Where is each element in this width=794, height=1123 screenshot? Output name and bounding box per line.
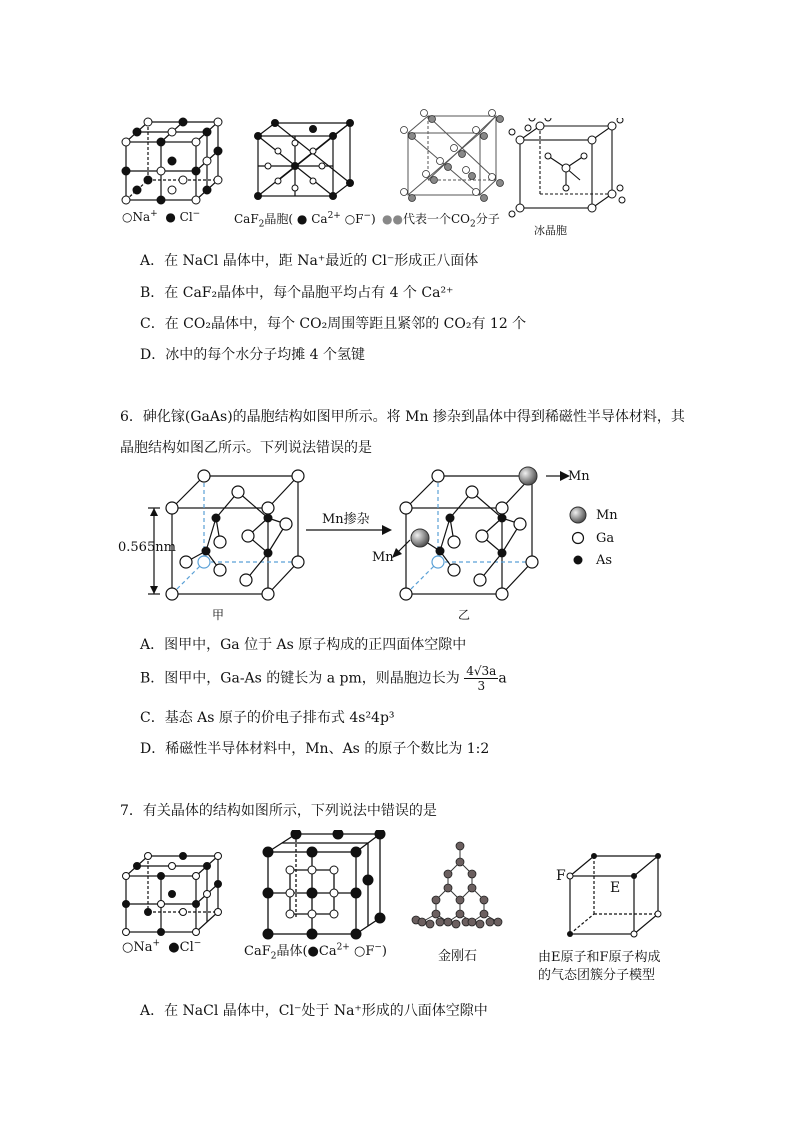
- open-circle-icon: ○: [344, 212, 356, 226]
- open-circle-icon: ○: [122, 210, 133, 224]
- q5-ice-caption: 冰晶胞: [534, 224, 567, 237]
- filled-circle-icon: ●: [168, 940, 180, 955]
- cluster-label-f: F: [556, 868, 566, 884]
- filled-circle-icon: ●: [165, 210, 176, 224]
- mn-left-label: Mn: [372, 550, 394, 565]
- q7-cluster-caption-line1: 由E原子和F原子构成: [538, 950, 661, 965]
- q6-option-c: C．基态 As 原子的价电子排布式 4s²4p³: [140, 710, 395, 726]
- legend-as: As: [596, 553, 613, 568]
- q7-diamond-caption: 金刚石: [438, 949, 478, 964]
- q5-caf2-caption: CaF$_2$晶胞( ● $Ca^{2+}$ ○F−): [234, 211, 376, 230]
- caf2-cell-figure: [250, 118, 360, 203]
- q6-option-b: B．图甲中，Ga-As 的键长为 a pm，则晶胞边长为 $\frac{4√3a}{3}$ a: [140, 664, 507, 693]
- q5-co2-caption: ●●代表一个$CO_2$分子: [382, 212, 500, 230]
- diamond-figure: [408, 840, 508, 935]
- q6-option-a: A．图甲中，Ga 位于 As 原子构成的正四面体空隙中: [140, 637, 467, 653]
- mn-doping-label: Mn掺杂: [322, 512, 370, 527]
- q5-nacl-caption: ○Na+ ● Cl−: [122, 209, 201, 224]
- nacl-cell-figure: [118, 112, 228, 212]
- q6-stem-line1: 6．砷化镓(GaAs)的晶胞结构如图甲所示。将 Mn 掺杂到晶体中得到稀磁性半导体材料，其: [120, 409, 685, 425]
- cluster-label-e: E: [610, 880, 621, 896]
- q5-option-d: D．冰中的每个水分子均摊 4 个氢键: [140, 347, 366, 363]
- q6-edge-length-label: 0.565nm: [118, 540, 176, 555]
- filled-circle-icon: ●: [296, 212, 308, 226]
- open-circle-icon: ○: [122, 940, 134, 955]
- mn-top-label: Mn: [568, 469, 590, 484]
- legend-ga: Ga: [596, 531, 615, 546]
- co2-molecule-icon: ●●: [382, 212, 403, 226]
- q5-option-b: B．在 CaF₂晶体中，每个晶胞平均占有 4 个 Ca²⁺: [140, 285, 454, 301]
- open-circle-icon: ○: [354, 944, 366, 959]
- q5-option-a: A．在 NaCl 晶体中，距 Na⁺最近的 Cl⁻形成正八面体: [140, 253, 479, 269]
- edge-length-fraction: $\frac{4√3a}{3}$: [466, 664, 497, 693]
- legend-mn: Mn: [596, 508, 618, 523]
- q7-stem: 7．有关晶体的结构如图所示，下列说法中错误的是: [120, 803, 437, 819]
- q7-caf2-caption: CaF$_2$晶体($●Ca^{2+}$ ○F−): [244, 942, 387, 962]
- q7-cluster-caption-line2: 的气态团簇分子模型: [538, 968, 656, 983]
- q6-label-jia: 甲: [212, 608, 225, 622]
- q7-option-a: A．在 NaCl 晶体中，Cl⁻处于 Na⁺形成的八面体空隙中: [140, 1003, 488, 1019]
- q7-nacl-caption: ○Na+ ●Cl−: [122, 938, 202, 955]
- filled-circle-icon: ●: [307, 944, 319, 959]
- q6-legend-icons: [566, 505, 590, 569]
- q7-nacl-figure: [118, 848, 228, 943]
- q7-caf2-figure: [258, 830, 388, 940]
- q6-label-yi: 乙: [458, 608, 471, 622]
- q5-option-c: C．在 CO₂晶体中，每个 CO₂周围等距且紧邻的 CO₂有 12 个: [140, 316, 527, 332]
- q6-stem-line2: 晶胞结构如图乙所示。下列说法错误的是: [120, 440, 372, 456]
- co2-cell-figure: [396, 108, 508, 208]
- gaas-cell-yi-figure: [386, 462, 586, 622]
- ice-cell-figure: [508, 118, 628, 218]
- q6-option-d: D．稀磁性半导体材料中，Mn、As 的原子个数比为 1:2: [140, 741, 490, 757]
